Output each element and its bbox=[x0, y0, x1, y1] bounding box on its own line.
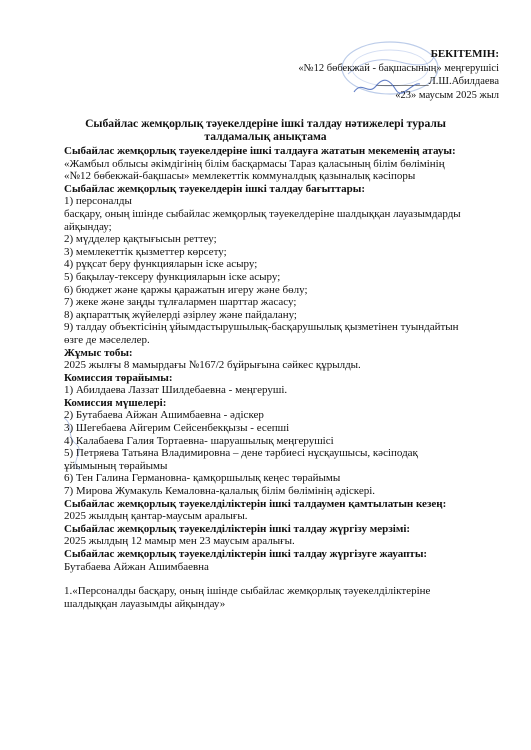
section-heading: Сыбайлас жемқорлық тәуекелділіктерін ішкі талдау жүргізуге жауапты: bbox=[64, 548, 428, 560]
body-line: 6) Тен Галина Германовна- қамқоршылық кеңес төрайымы bbox=[64, 472, 341, 485]
document-title-line-2: талдамалық анықтама bbox=[204, 130, 327, 143]
body-line: 2025 жылдың 12 мамыр мен 23 маусым аралығы. bbox=[64, 535, 295, 548]
document-title-line-1: Сыбайлас жемқорлық тәуекелдеріне ішкі талдау нәтижелері туралы bbox=[85, 117, 446, 130]
section-heading: Комиссия мүшелері: bbox=[64, 396, 167, 409]
body-line: 7) Мирова Жумакуль Кемаловна-қалалық білім бөлімінің әдіскері. bbox=[64, 485, 376, 498]
body-line: 3) мемлекеттік қызметтер көрсету; bbox=[64, 245, 227, 258]
body-line: 4) Калабаева Галия Тортаевна- шаруашылық меңгерушісі bbox=[64, 434, 334, 447]
body-line: шалдыққан лауазымды айқындау» bbox=[64, 597, 226, 610]
body-line: 2025 жылдың қантар-маусым аралығы. bbox=[64, 510, 248, 523]
body-line: басқару, оның ішінде сыбайлас жемқорлық тәуекелдеріне шалдыққан лауазымдарды bbox=[64, 207, 461, 220]
section-heading: Комиссия төрайымы: bbox=[64, 371, 173, 384]
body-line: 2) мүдделер қақтығысын реттеу; bbox=[64, 233, 217, 246]
body-line: 8) ақпараттық жүйелерді әзірлеу және пайдалану; bbox=[64, 308, 297, 321]
approval-line-signature: __________Л.Ш.Абилдаева bbox=[376, 76, 499, 87]
approval-line-date: «23» маусым 2025 жыл bbox=[395, 89, 499, 101]
body-line: «№12 бөбекжай-бақшасы» мемлекеттік коммуналдық қазыналық кәсіпоры bbox=[64, 170, 416, 183]
body-line: 7) жеке және заңды тұлғалармен шарттар жасасу; bbox=[64, 296, 297, 309]
body-line: 1) Абилдаева Лаззат Шилдебаевна - меңгеруші. bbox=[64, 384, 288, 397]
body-line: 1.«Персоналды басқару, оның ішінде сыбайлас жемқорлық тәуекелділіктеріне bbox=[64, 585, 431, 598]
body-line: 4) рұқсат беру функцияларын іске асыру; bbox=[64, 258, 258, 271]
section-heading: Сыбайлас жемқорлық тәуекелдерін ішкі талдау бағыттары: bbox=[64, 182, 366, 195]
blank-line bbox=[64, 573, 509, 585]
body-line: 5) бақылау-тексеру функцияларын іске асыру; bbox=[64, 270, 281, 283]
section-heading: Сыбайлас жемқорлық тәуекелділіктерін ішкі талдау жүргізу мерзімі: bbox=[64, 522, 411, 535]
body-line: айқындау; bbox=[64, 220, 112, 233]
body-line: 1) персоналды bbox=[64, 195, 132, 208]
body-line: 9) талдау объектісінің ұйымдастырушылық-басқарушылық қызметінен туындайтын bbox=[64, 321, 459, 334]
approval-heading: БЕКІТЕМІН: bbox=[430, 48, 499, 60]
section-heading: Сыбайлас жемқорлық тәуекелділіктерін ішкі талдаумен қамтылатын кезең: bbox=[64, 497, 447, 510]
body-line: 6) бюджет және қаржы қаражатын игеру және бөлу; bbox=[64, 283, 308, 296]
body-line: 2) Бутабаева Айжан Ашимбаевна - әдіскер bbox=[64, 409, 264, 422]
body-line: 2025 жылғы 8 мамырдағы №167/2 бұйрығына сәйкес құрылды. bbox=[64, 359, 361, 372]
document-title bbox=[40, 117, 491, 143]
body-line: 5) Петряева Татьяна Владимировна – дене тәрбиесі нұсқаушысы, кәсіподақ bbox=[64, 447, 418, 460]
body-line: өзге де мәселелер. bbox=[64, 333, 150, 346]
body-line: ұйымының төрайымы bbox=[64, 459, 168, 472]
approval-line-position: «№12 бөбекжай - бақшасының» меңгерушісі bbox=[298, 62, 499, 74]
section-heading: Сыбайлас жемқорлық тәуекелдеріне ішкі талдауға жататын мекеменің атауы: bbox=[64, 145, 456, 157]
document-body bbox=[64, 145, 509, 610]
body-line: Бутабаева Айжан Ашимбаевна bbox=[64, 560, 209, 573]
body-line: «Жамбыл облысы әкімдігінің білім басқармасы Тараз қаласының білім бөлімінің bbox=[64, 157, 445, 170]
approval-block bbox=[219, 48, 499, 102]
body-line: 3) Шегебаева Айгерим Сейсенбекқызы - есепші bbox=[64, 422, 290, 435]
section-heading: Жұмыс тобы: bbox=[64, 346, 133, 359]
